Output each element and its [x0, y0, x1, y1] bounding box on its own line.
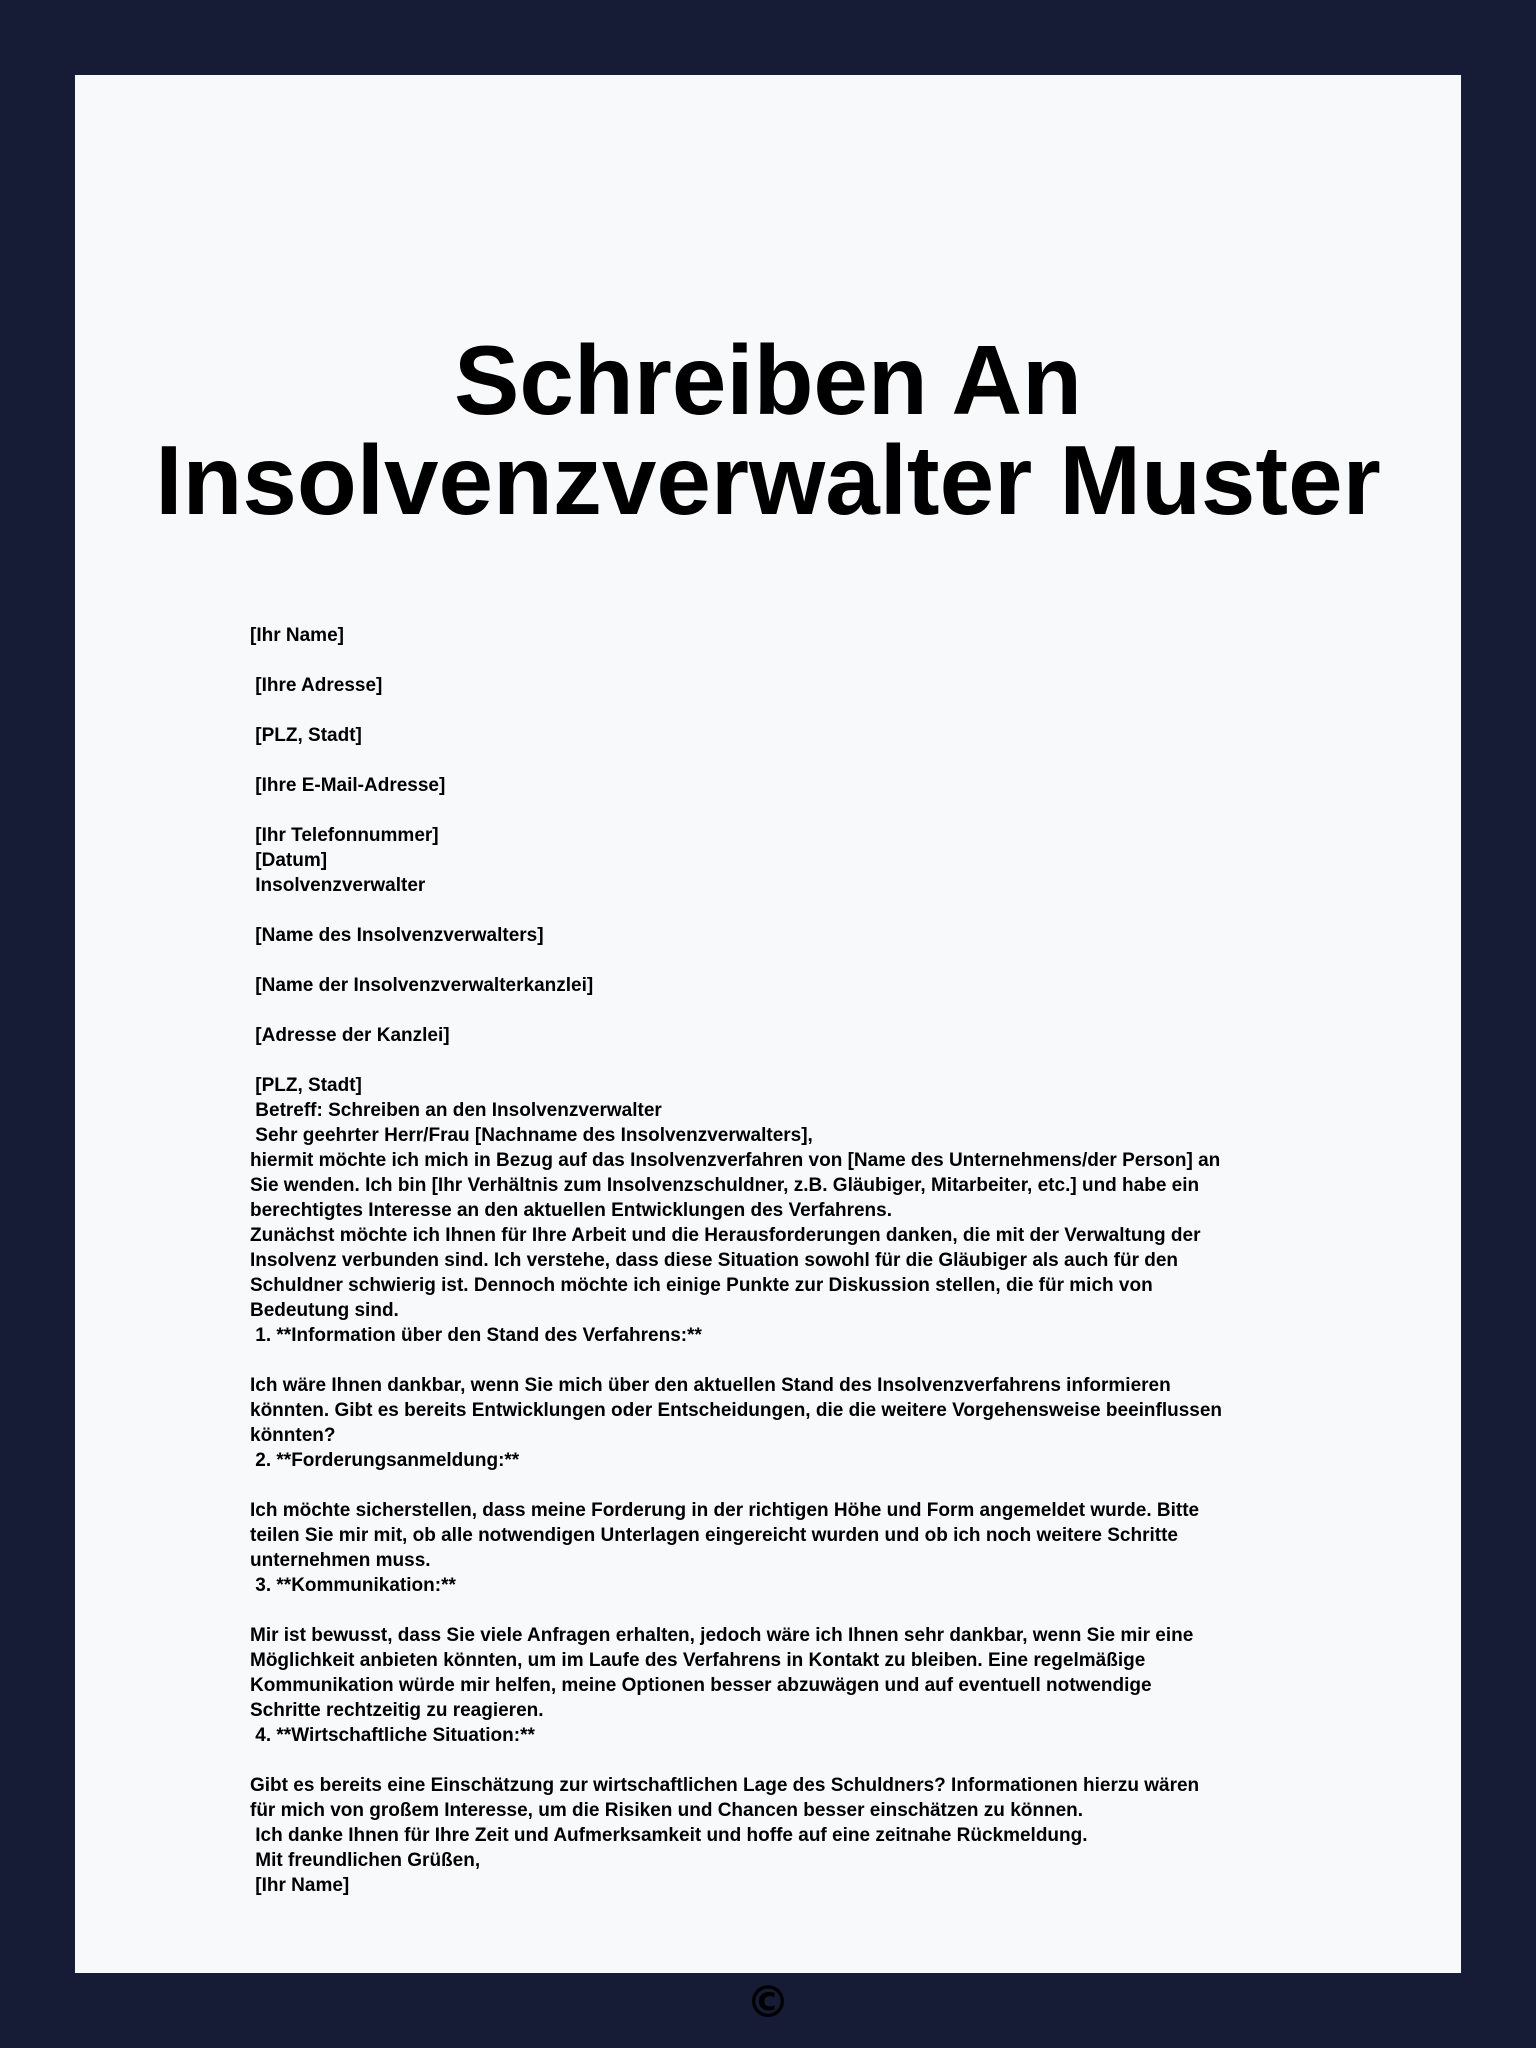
- letter-body: [Ihr Name] [Ihre Adresse] [PLZ, Stadt] [Ihre E-Mail-Adresse] [Ihr Telefonnummer] [Datum] Insolvenzverwalter [Name des Insolvenzverwalters] [Name der Insolvenzverwalterkanzlei] [Adresse der Kanzlei] [PLZ, Stadt] Betreff: Schreiben an den Insolvenzverwalter Sehr geehrter Herr/Frau [Nachname des Insolvenzverwalters], hiermit möchte ich mich in Bezug auf das Insolvenzverfahren von [Name des Unternehmens/der Person] an Sie wenden. Ich bin [Ihr Verhältnis zum Insolvenzschuldner, z.B. Gläubiger, Mitarbeiter, etc.] und habe ein berechtigtes Interesse an den aktuellen Entwicklungen des Verfahrens. Zunächst möchte ich Ihnen für Ihre Arbeit und die Herausforderungen danken, die mit der Verwaltung der Insolvenz verbunden sind. Ich verstehe, dass diese Situation sowohl für die Gläubiger als auch für den Schuldner schwierig ist. Dennoch möchte ich einige Punkte zur Diskussion stellen, die für mich von Bedeutung sind. 1. **Information über den Stand des Verfahrens:** Ich wäre Ihnen dankbar, wenn Sie mich über den aktuellen Stand des Insolvenzverfahrens informieren könnten. Gibt es bereits Entwicklungen oder Entscheidungen, die die weitere Vorgehensweise beeinflussen könnten? 2. **Forderungsanmeldung:** Ich möchte sicherstellen, dass meine Forderung in der richtigen Höhe und Form angemeldet wurde. Bitte teilen Sie mir mit, ob alle notwendigen Unterlagen eingereicht wurden und ob ich noch weitere Schritte unternehmen muss. 3. **Kommunikation:** Mir ist bewusst, dass Sie viele Anfragen erhalten, jedoch wäre ich Ihnen sehr dankbar, wenn Sie mir eine Möglichkeit anbieten könnten, um im Laufe des Verfahrens in Kontakt zu bleiben. Eine regelmäßige Kommunikation würde mir helfen, meine Optionen besser abzuwägen und auf eventuell notwendige Schritte rechtzeitig zu reagieren. 4. **Wirtschaftliche Situation:** Gibt es bereits eine Einschätzung zur wirtschaftlichen Lage des Schuldners? Informationen hierzu wären für mich von großem Interesse, um die Risiken und Chancen besser einschätzen zu können. Ich danke Ihnen für Ihre Zeit und Aufmerksamkeit und hoffe auf eine zeitnahe Rückmeldung. Mit freundlichen Grüßen, [Ihr Name]: [250, 625, 1223, 1896]
- document-page: [75, 75, 1461, 2028]
- copyright-icon: ©: [746, 1977, 790, 2028]
- title-line-1: Schreiben An: [453, 325, 1083, 435]
- document-title: [75, 325, 1461, 535]
- title-line-2: Insolvenzverwalter Muster: [155, 425, 1381, 535]
